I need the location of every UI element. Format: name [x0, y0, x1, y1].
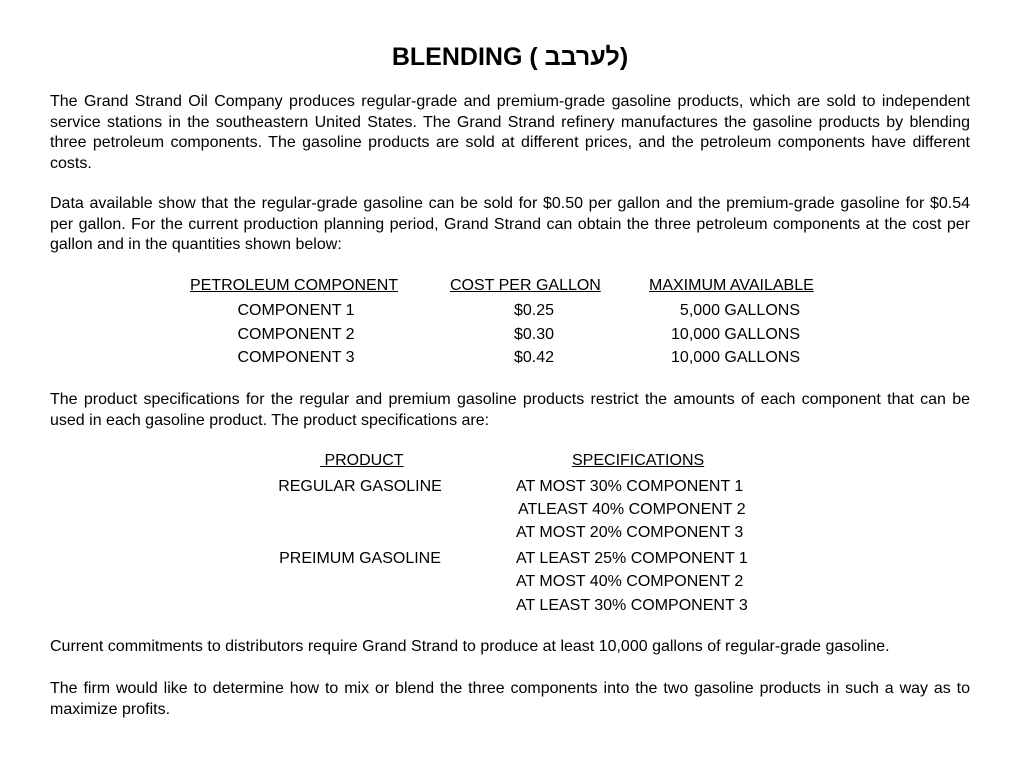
spec-line: ATLEAST 40% COMPONENT 2: [518, 501, 746, 518]
commitments-paragraph: Current commitments to distributors require Grand Strand to produce at least 10,000 gallons of regular-grade gasoline.: [50, 638, 890, 655]
component-name: COMPONENT 1: [237, 302, 355, 319]
component-cost: $0.25: [513, 302, 555, 319]
product-name: REGULAR GASOLINE: [278, 478, 442, 495]
product-name: PREIMUM GASOLINE: [279, 550, 441, 567]
table-header-component: PETROLEUM COMPONENT: [190, 277, 399, 294]
component-max: 5,000 GALLONS: [679, 302, 800, 319]
page-title: BLENDING ( לערבב): [391, 43, 629, 71]
component-name: COMPONENT 2: [237, 326, 355, 343]
component-max: 10,000 GALLONS: [671, 349, 800, 366]
spec-line: AT MOST 20% COMPONENT 3: [516, 524, 744, 541]
spec-line: AT LEAST 30% COMPONENT 3: [516, 597, 748, 614]
spec-line: AT MOST 40% COMPONENT 2: [516, 573, 744, 590]
component-max: 10,000 GALLONS: [671, 326, 800, 343]
table-header-cost: COST PER GALLON: [450, 277, 601, 294]
table-header-specifications: SPECIFICATIONS: [572, 452, 705, 469]
spec-line: AT LEAST 25% COMPONENT 1: [516, 550, 748, 567]
component-cost: $0.42: [513, 349, 555, 366]
table-header-product: PRODUCT: [324, 452, 404, 469]
component-name: COMPONENT 3: [237, 349, 355, 366]
pricing-paragraph: Data available show that the regular-grade gasoline can be sold for $0.50 per gallon and the premium-grade gasoline for $0.54 per gallon. For the current production planning period, Grand Strand can obtain the three petroleum components at the cost per gallon and in the quantities shown below:: [50, 195, 970, 253]
spec-line: AT MOST 30% COMPONENT 1: [516, 478, 744, 495]
specs-intro-paragraph: The product specifications for the regular and premium gasoline products restrict the amounts of each component that can be used in each gasoline product. The product specifications are:: [50, 391, 970, 429]
component-cost: $0.30: [513, 326, 555, 343]
table-header-max: MAXIMUM AVAILABLE: [649, 277, 814, 294]
goal-paragraph: The firm would like to determine how to mix or blend the three components into the two gasoline products in such a way as to maximize profits.: [50, 680, 970, 718]
intro-paragraph: The Grand Strand Oil Company produces regular-grade and premium-grade gasoline products, which are sold to independent service stations in the southeastern United States. The Grand Strand refinery manufactures the gasoline products by blending three petroleum components. The gasoline products are sold at different prices, and the petroleum components have different costs.: [50, 93, 970, 172]
